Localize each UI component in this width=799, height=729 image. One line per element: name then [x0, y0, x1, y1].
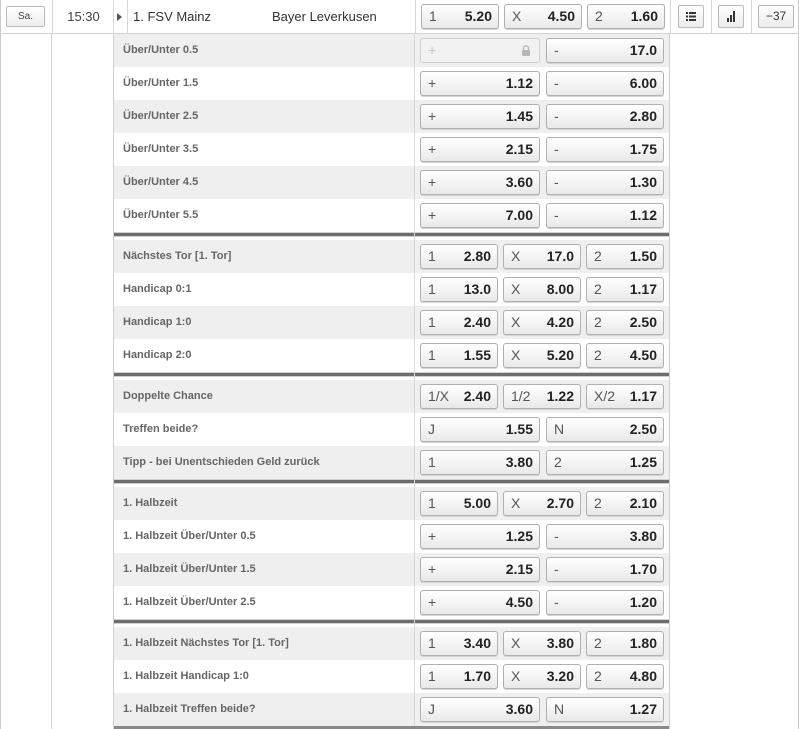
odds-value: 5.20: [546, 347, 574, 363]
market-name: 1. Halbzeit Über/Unter 1.5: [123, 563, 256, 575]
odds-label: X: [512, 8, 522, 24]
odds-value: 1.75: [629, 141, 657, 157]
odds-label: +: [428, 528, 437, 544]
more-markets-button[interactable]: −37: [758, 5, 794, 28]
odds-button[interactable]: [546, 697, 664, 722]
odds-value: 5.20: [464, 8, 492, 24]
market-name: 1. Halbzeit Handicap 1:0: [123, 670, 249, 682]
odds-label: 1: [428, 495, 436, 511]
section-separator: [114, 372, 669, 377]
odds-button[interactable]: [503, 277, 581, 302]
odds-label: -: [554, 108, 559, 124]
section-separator: [114, 479, 669, 484]
list-view-button[interactable]: [678, 5, 704, 28]
odds-label: 2: [594, 635, 602, 651]
odds-button-home[interactable]: [421, 4, 499, 29]
odds-label: +: [428, 174, 437, 190]
odds-value: 2.70: [546, 495, 574, 511]
odds-value: 1.60: [630, 8, 658, 24]
market-name: Über/Unter 3.5: [123, 143, 199, 155]
odds-value: 4.50: [505, 594, 533, 610]
odds-button[interactable]: [503, 310, 581, 335]
odds-label: 2: [594, 314, 602, 330]
odds-value: 2.80: [463, 248, 491, 264]
column-divider: [414, 34, 415, 726]
lock-icon: [521, 45, 531, 56]
match-time: 15:30: [67, 9, 100, 24]
odds-value: 1.80: [629, 635, 657, 651]
odds-button[interactable]: [420, 203, 540, 228]
odds-label: 1/X: [428, 388, 450, 404]
odds-value: 1.50: [629, 248, 657, 264]
odds-value: 7.00: [505, 207, 533, 223]
odds-label: -: [554, 75, 559, 91]
odds-label: -: [554, 42, 559, 58]
odds-value: 4.50: [547, 8, 575, 24]
odds-button[interactable]: [586, 244, 664, 269]
odds-label: X: [511, 347, 521, 363]
divider: [670, 0, 671, 34]
odds-button[interactable]: [420, 697, 540, 722]
odds-value: 3.60: [505, 701, 533, 717]
odds-button[interactable]: [586, 343, 664, 368]
odds-button[interactable]: [503, 664, 581, 689]
odds-value: 2.40: [463, 314, 491, 330]
market-name: Über/Unter 5.5: [123, 209, 199, 221]
odds-label: 2: [594, 668, 602, 684]
odds-label: -: [554, 141, 559, 157]
odds-value: 1.70: [629, 561, 657, 577]
odds-button[interactable]: [420, 664, 498, 689]
odds-button[interactable]: [503, 384, 581, 409]
odds-value: 1.17: [629, 388, 657, 404]
odds-value: 5.00: [463, 495, 491, 511]
odds-label: 1: [428, 347, 436, 363]
odds-value: 17.0: [546, 248, 574, 264]
odds-value: 3.20: [546, 668, 574, 684]
odds-button[interactable]: [420, 631, 498, 656]
odds-value: 1.27: [629, 701, 657, 717]
market-name: Über/Unter 1.5: [123, 77, 199, 89]
market-name: 1. Halbzeit: [123, 497, 178, 509]
odds-value: 4.50: [629, 347, 657, 363]
odds-button-away[interactable]: [587, 4, 665, 29]
odds-label: X: [511, 495, 521, 511]
odds-button[interactable]: [420, 244, 498, 269]
divider: [113, 0, 114, 34]
odds-label: 1: [428, 281, 436, 297]
odds-value: 1.70: [463, 668, 491, 684]
odds-value: 2.80: [629, 108, 657, 124]
odds-value: 1.22: [546, 388, 574, 404]
odds-button[interactable]: [420, 343, 498, 368]
divider: [711, 0, 712, 34]
market-name: Nächstes Tor [1. Tor]: [123, 250, 232, 262]
odds-value: 4.20: [546, 314, 574, 330]
market-name: Handicap 0:1: [123, 283, 192, 295]
odds-button[interactable]: [586, 491, 664, 516]
day-badge[interactable]: Sa.: [6, 6, 45, 27]
odds-value: 1.45: [505, 108, 533, 124]
odds-value: 3.80: [546, 635, 574, 651]
odds-label: 2: [594, 281, 602, 297]
odds-label: 2: [594, 248, 602, 264]
odds-label: 1: [428, 314, 436, 330]
odds-button[interactable]: [586, 664, 664, 689]
odds-value: 3.80: [629, 528, 657, 544]
odds-button[interactable]: [546, 137, 664, 162]
odds-button[interactable]: [503, 343, 581, 368]
odds-button[interactable]: [586, 631, 664, 656]
odds-button[interactable]: [546, 170, 664, 195]
odds-button[interactable]: [420, 170, 540, 195]
away-team[interactable]: Bayer Leverkusen: [272, 9, 377, 24]
odds-label: +: [428, 561, 437, 577]
match-header-row[interactable]: [0, 0, 799, 34]
odds-label: -: [554, 561, 559, 577]
list-icon: [679, 6, 703, 27]
odds-value: 1.25: [505, 528, 533, 544]
market-name: Über/Unter 2.5: [123, 110, 199, 122]
expand-arrow-icon[interactable]: [117, 13, 122, 21]
odds-value: 2.10: [629, 495, 657, 511]
odds-button[interactable]: [420, 524, 540, 549]
odds-button-locked: [420, 38, 540, 63]
odds-button[interactable]: [420, 137, 540, 162]
odds-button[interactable]: [503, 631, 581, 656]
odds-value: 1.12: [505, 75, 533, 91]
divider: [751, 0, 752, 34]
odds-button[interactable]: [546, 71, 664, 96]
odds-label: X: [511, 281, 521, 297]
odds-label: 1: [428, 635, 436, 651]
market-name: 1. Halbzeit Nächstes Tor [1. Tor]: [123, 637, 289, 649]
odds-label: +: [428, 141, 437, 157]
odds-value: 1.12: [629, 207, 657, 223]
odds-label: -: [554, 174, 559, 190]
odds-label: 1: [429, 8, 437, 24]
odds-button[interactable]: [503, 491, 581, 516]
odds-label: X: [511, 248, 521, 264]
odds-label: X: [511, 635, 521, 651]
odds-button[interactable]: [420, 557, 540, 582]
odds-label: +: [428, 207, 437, 223]
odds-button[interactable]: [546, 590, 664, 615]
odds-button[interactable]: [420, 104, 540, 129]
market-name: Tipp - bei Unentschieden Geld zurück: [123, 456, 320, 468]
odds-label: N: [554, 701, 565, 717]
odds-button[interactable]: [420, 310, 498, 335]
odds-label: 1: [428, 248, 436, 264]
odds-button[interactable]: [420, 450, 540, 475]
odds-label: 2: [594, 347, 602, 363]
odds-button[interactable]: [546, 38, 664, 63]
odds-value: 2.50: [629, 421, 657, 437]
market-name: Über/Unter 4.5: [123, 176, 199, 188]
odds-label: -: [554, 594, 559, 610]
odds-value: 1.17: [629, 281, 657, 297]
odds-label: 1/2: [511, 388, 531, 404]
odds-label: 2: [554, 454, 562, 470]
odds-value: 17.0: [629, 42, 657, 58]
market-name: Treffen beide?: [123, 423, 199, 435]
market-name: 1. Halbzeit Treffen beide?: [123, 703, 256, 715]
market-name: 1. Halbzeit Über/Unter 0.5: [123, 530, 256, 542]
left-gutter: [0, 34, 52, 729]
odds-value: 3.40: [463, 635, 491, 651]
odds-label: N: [554, 421, 565, 437]
odds-label: X: [511, 668, 521, 684]
odds-label: X: [511, 314, 521, 330]
odds-button[interactable]: [420, 384, 498, 409]
stats-icon: [719, 6, 743, 27]
odds-button[interactable]: [546, 417, 664, 442]
odds-label: X/2: [594, 388, 616, 404]
statistics-button[interactable]: [718, 5, 744, 28]
odds-value: 2.15: [505, 141, 533, 157]
odds-value: 4.80: [629, 668, 657, 684]
odds-button[interactable]: [503, 244, 581, 269]
odds-value: 1.55: [463, 347, 491, 363]
odds-label: +: [428, 75, 437, 91]
odds-value: 1.30: [629, 174, 657, 190]
odds-label: 1: [428, 668, 436, 684]
odds-button[interactable]: [420, 590, 540, 615]
odds-button[interactable]: [546, 450, 664, 475]
odds-label: J: [428, 421, 435, 437]
odds-button[interactable]: [546, 104, 664, 129]
odds-button[interactable]: [420, 71, 540, 96]
odds-button[interactable]: [586, 277, 664, 302]
odds-value: 1.20: [629, 594, 657, 610]
odds-value: 1.55: [505, 421, 533, 437]
divider: [127, 0, 128, 34]
odds-button[interactable]: [420, 277, 498, 302]
odds-value: 13.0: [463, 281, 491, 297]
odds-button[interactable]: [420, 417, 540, 442]
divider: [415, 0, 416, 34]
section-separator: [114, 619, 669, 624]
odds-label: 1: [428, 454, 436, 470]
odds-button[interactable]: [546, 203, 664, 228]
odds-button-draw[interactable]: [504, 4, 582, 29]
odds-button[interactable]: [420, 491, 498, 516]
odds-value: 2.15: [505, 561, 533, 577]
odds-label: J: [428, 701, 435, 717]
odds-value: 8.00: [546, 281, 574, 297]
odds-label: +: [428, 108, 437, 124]
odds-label: +: [428, 594, 437, 610]
home-team[interactable]: 1. FSV Mainz: [133, 9, 212, 24]
odds-value: 1.25: [629, 454, 657, 470]
odds-button[interactable]: [586, 384, 664, 409]
odds-value: 3.60: [505, 174, 533, 190]
odds-button[interactable]: [546, 557, 664, 582]
odds-button[interactable]: [546, 524, 664, 549]
market-name: Doppelte Chance: [123, 390, 213, 402]
odds-button[interactable]: [586, 310, 664, 335]
section-separator: [114, 232, 669, 237]
market-name: Handicap 2:0: [123, 349, 192, 361]
odds-label: 2: [595, 8, 603, 24]
odds-label: +: [428, 42, 437, 58]
odds-label: -: [554, 207, 559, 223]
market-name: Handicap 1:0: [123, 316, 192, 328]
odds-label: 2: [594, 495, 602, 511]
odds-value: 6.00: [629, 75, 657, 91]
market-name: 1. Halbzeit Über/Unter 2.5: [123, 596, 256, 608]
market-name: Über/Unter 0.5: [123, 44, 199, 56]
odds-value: 3.80: [505, 454, 533, 470]
odds-value: 2.50: [629, 314, 657, 330]
odds-value: 2.40: [463, 388, 491, 404]
odds-label: -: [554, 528, 559, 544]
